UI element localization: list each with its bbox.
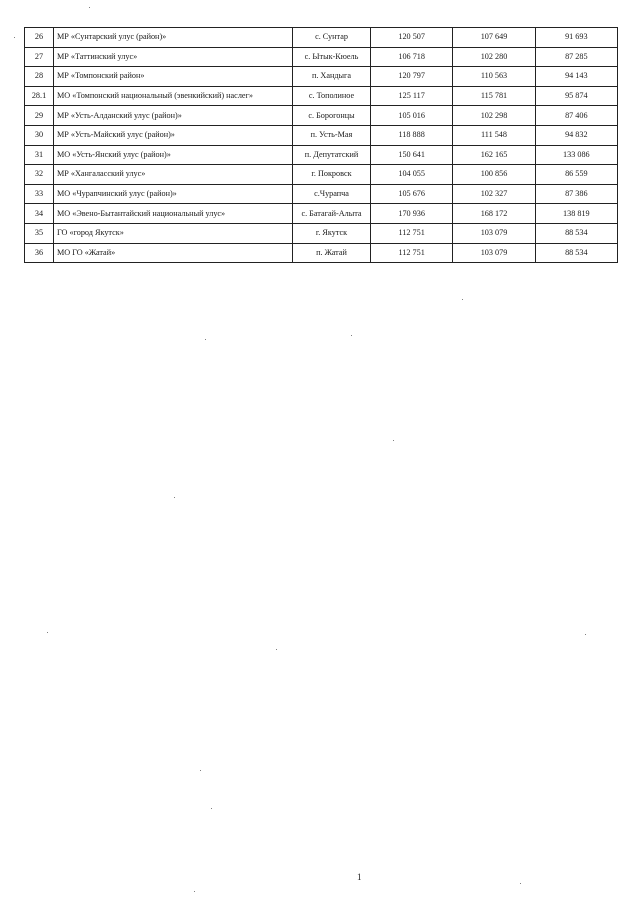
value-col-1: 105 676 xyxy=(371,184,453,204)
row-number: 31 xyxy=(25,145,54,165)
value-col-2: 115 781 xyxy=(453,86,535,106)
municipality-name: МР «Томпонский район» xyxy=(54,67,293,87)
value-col-2: 102 280 xyxy=(453,47,535,67)
scan-speck xyxy=(205,339,206,340)
settlement-name: с.Чурапча xyxy=(293,184,371,204)
row-number: 29 xyxy=(25,106,54,126)
table-row xyxy=(25,47,618,67)
municipality-name: МР «Усть-Майский улус (район)» xyxy=(54,125,293,145)
value-col-2: 162 165 xyxy=(453,145,535,165)
municipality-name: МО «Усть-Янский улус (район)» xyxy=(54,145,293,165)
scan-speck xyxy=(47,632,48,633)
row-number: 27 xyxy=(25,47,54,67)
row-number: 30 xyxy=(25,125,54,145)
table-row xyxy=(25,106,618,126)
row-number: 35 xyxy=(25,223,54,243)
value-col-3: 88 534 xyxy=(535,243,617,263)
table-body xyxy=(25,28,618,263)
settlement-name: с. Тополиное xyxy=(293,86,371,106)
settlement-name: г. Якутск xyxy=(293,223,371,243)
value-col-1: 105 016 xyxy=(371,106,453,126)
row-number: 32 xyxy=(25,165,54,185)
value-col-2: 102 298 xyxy=(453,106,535,126)
settlement-name: п. Усть-Мая xyxy=(293,125,371,145)
value-col-2: 102 327 xyxy=(453,184,535,204)
municipality-name: МР «Усть-Алданский улус (район)» xyxy=(54,106,293,126)
value-col-2: 107 649 xyxy=(453,28,535,48)
value-col-1: 112 751 xyxy=(371,243,453,263)
value-col-1: 170 936 xyxy=(371,204,453,224)
municipality-name: МР «Хангаласский улус» xyxy=(54,165,293,185)
value-col-1: 120 797 xyxy=(371,67,453,87)
table-row xyxy=(25,67,618,87)
value-col-3: 138 819 xyxy=(535,204,617,224)
scan-speck xyxy=(585,634,586,635)
settlement-name: с. Батагай-Алыта xyxy=(293,204,371,224)
municipality-name: МО «Чурапчинский улус (район)» xyxy=(54,184,293,204)
value-col-3: 91 693 xyxy=(535,28,617,48)
municipality-name: ГО «город Якутск» xyxy=(54,223,293,243)
table-row xyxy=(25,184,618,204)
value-col-2: 100 856 xyxy=(453,165,535,185)
settlement-name: с. Сунтар xyxy=(293,28,371,48)
settlement-name: п. Жатай xyxy=(293,243,371,263)
table-row xyxy=(25,28,618,48)
municipality-name: МО «Томпонский национальный (эвенкийский) наслег» xyxy=(54,86,293,106)
value-col-2: 103 079 xyxy=(453,223,535,243)
row-number: 33 xyxy=(25,184,54,204)
table-row xyxy=(25,165,618,185)
value-col-1: 118 888 xyxy=(371,125,453,145)
row-number: 28.1 xyxy=(25,86,54,106)
value-col-3: 88 534 xyxy=(535,223,617,243)
value-col-3: 86 559 xyxy=(535,165,617,185)
value-col-2: 168 172 xyxy=(453,204,535,224)
value-col-1: 104 055 xyxy=(371,165,453,185)
value-col-3: 87 406 xyxy=(535,106,617,126)
municipality-name: МО ГО «Жатай» xyxy=(54,243,293,263)
value-col-3: 87 386 xyxy=(535,184,617,204)
scan-speck xyxy=(200,770,201,771)
row-number: 28 xyxy=(25,67,54,87)
value-col-3: 133 086 xyxy=(535,145,617,165)
scan-speck xyxy=(520,883,521,884)
value-col-2: 110 563 xyxy=(453,67,535,87)
table-row xyxy=(25,223,618,243)
value-col-1: 125 117 xyxy=(371,86,453,106)
municipality-name: МО «Эвено-Бытантайский национальный улус» xyxy=(54,204,293,224)
row-number: 34 xyxy=(25,204,54,224)
table-row xyxy=(25,204,618,224)
settlement-name: с. Борогонцы xyxy=(293,106,371,126)
scan-speck xyxy=(174,497,175,498)
scan-speck xyxy=(462,299,463,300)
data-table xyxy=(24,27,618,263)
scan-speck xyxy=(276,649,277,650)
value-col-3: 94 143 xyxy=(535,67,617,87)
table-row xyxy=(25,125,618,145)
row-number: 26 xyxy=(25,28,54,48)
municipality-name: МР «Таттинский улус» xyxy=(54,47,293,67)
scan-speck xyxy=(351,335,352,336)
settlement-name: п. Депутатский xyxy=(293,145,371,165)
value-col-2: 103 079 xyxy=(453,243,535,263)
scan-speck xyxy=(393,440,394,441)
scan-speck xyxy=(89,7,90,8)
scan-speck xyxy=(14,37,15,38)
value-col-1: 120 507 xyxy=(371,28,453,48)
page-number: 1 xyxy=(357,872,362,882)
municipality-name: МР «Сунтарский улус (район)» xyxy=(54,28,293,48)
value-col-1: 112 751 xyxy=(371,223,453,243)
value-col-2: 111 548 xyxy=(453,125,535,145)
table-row xyxy=(25,86,618,106)
row-number: 36 xyxy=(25,243,54,263)
scan-speck xyxy=(211,808,212,809)
value-col-3: 87 285 xyxy=(535,47,617,67)
table-row xyxy=(25,145,618,165)
table-row xyxy=(25,243,618,263)
settlement-name: г. Покровск xyxy=(293,165,371,185)
value-col-1: 150 641 xyxy=(371,145,453,165)
scan-speck xyxy=(194,891,195,892)
value-col-1: 106 718 xyxy=(371,47,453,67)
value-col-3: 94 832 xyxy=(535,125,617,145)
settlement-name: п. Хандыга xyxy=(293,67,371,87)
value-col-3: 95 874 xyxy=(535,86,617,106)
settlement-name: с. Ытык-Кюель xyxy=(293,47,371,67)
